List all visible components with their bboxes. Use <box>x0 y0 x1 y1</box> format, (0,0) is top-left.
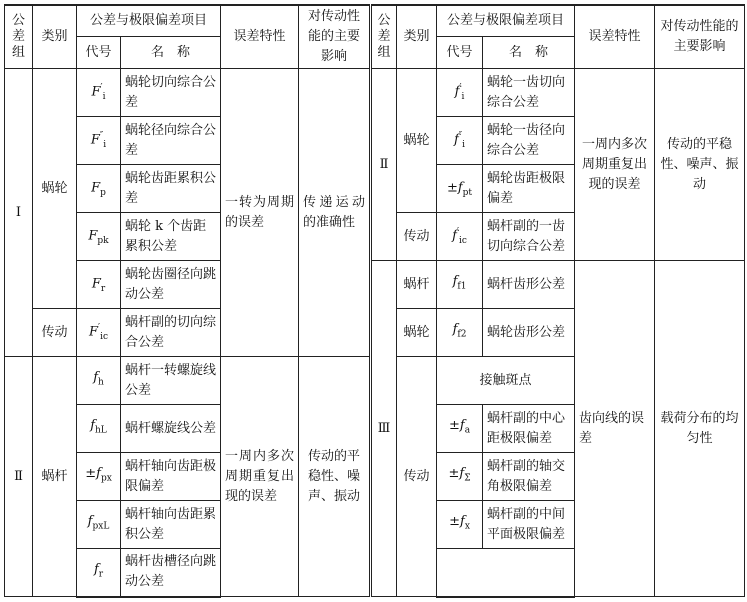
category-transmission-right: 传动 <box>397 213 437 261</box>
header-name: 名 称 <box>121 37 221 69</box>
table-row <box>5 69 745 117</box>
code-symbol: $f_{pxL}$ <box>77 501 121 549</box>
error-character-3-right: 齿向线的误差 <box>575 261 655 597</box>
group-label-2: Ⅱ <box>5 357 33 597</box>
influence-2-right: 传动的平稳性、噪声、振动 <box>655 69 745 261</box>
category-worm: 蜗杆 <box>33 357 77 597</box>
header-category-right: 类别 <box>397 5 437 69</box>
tolerance-name: 蜗轮切向综合公差 <box>121 69 221 117</box>
code-symbol: $\pm f_{pt}$ <box>437 165 483 213</box>
influence-2: 传动的平稳性、噪声、振动 <box>299 357 371 597</box>
header-row-1 <box>5 5 745 37</box>
code-symbol: $F''_i$ <box>77 117 121 165</box>
category-worm-right: 蜗杆 <box>397 261 437 309</box>
code-symbol: $\pm f_\Sigma$ <box>437 453 483 501</box>
code-symbol: $\pm f_a$ <box>437 405 483 453</box>
header-group-right: 公差组 <box>371 5 397 69</box>
tolerance-name: 蜗轮齿形公差 <box>483 309 575 357</box>
table-row <box>5 261 745 309</box>
header-name-right: 名 称 <box>483 37 575 69</box>
tolerance-name: 蜗杆一转螺旋线公差 <box>121 357 221 405</box>
code-symbol: $F_p$ <box>77 165 121 213</box>
category-worm-wheel-right-3: 蜗轮 <box>397 309 437 357</box>
tolerance-name: 蜗杆副的一齿切向综合公差 <box>483 213 575 261</box>
tolerance-name: 蜗轮齿距极限偏差 <box>483 165 575 213</box>
tolerance-name: 蜗轮一齿径向综合公差 <box>483 117 575 165</box>
header-items-title: 公差与极限偏差项目 <box>77 5 221 37</box>
category-transmission-right-3: 传动 <box>397 357 437 597</box>
tolerance-name: 蜗轮齿圈径向跳动公差 <box>121 261 221 309</box>
tolerance-name: 蜗杆齿形公差 <box>483 261 575 309</box>
category-transmission: 传动 <box>33 309 77 357</box>
tolerance-name: 蜗杆副的中间平面极限偏差 <box>483 501 575 549</box>
tolerance-name: 蜗杆轴向齿距极限偏差 <box>121 453 221 501</box>
group-label-2-right: Ⅱ <box>371 69 397 261</box>
tolerance-name: 蜗杆副的切向综合公差 <box>121 309 221 357</box>
header-category: 类别 <box>33 5 77 69</box>
tolerance-name: 蜗轮径向综合公差 <box>121 117 221 165</box>
code-symbol: $f_{f1}$ <box>437 261 483 309</box>
tolerance-name: 蜗轮齿距累积公差 <box>121 165 221 213</box>
header-error-character: 误差特性 <box>221 5 299 69</box>
code-symbol: $F'_{ic}$ <box>77 309 121 357</box>
error-character-1: 一转为周期的误差 <box>221 69 299 357</box>
tolerance-name: 蜗杆齿槽径向跳动公差 <box>121 549 221 597</box>
error-character-2: 一周内多次周期重复出现的误差 <box>221 357 299 597</box>
tolerance-name: 蜗轮 k 个齿距累积公差 <box>121 213 221 261</box>
error-character-2-right: 一周内多次周期重复出现的误差 <box>575 69 655 261</box>
header-code: 代号 <box>77 37 121 69</box>
code-symbol: $f'_{ic}$ <box>437 213 483 261</box>
code-symbol: $f_{hL}$ <box>77 405 121 453</box>
code-symbol: $F'_i$ <box>77 69 121 117</box>
code-symbol: $f_h$ <box>77 357 121 405</box>
header-group: 公差组 <box>5 5 33 69</box>
influence-3-right: 载荷分布的均匀性 <box>655 261 745 597</box>
tolerance-name: 蜗杆副的轴交角极限偏差 <box>483 453 575 501</box>
code-symbol: $f''_i$ <box>437 117 483 165</box>
tolerance-name: 蜗杆轴向齿距累积公差 <box>121 501 221 549</box>
code-symbol: $f_{f2}$ <box>437 309 483 357</box>
code-symbol: $F_{pk}$ <box>77 213 121 261</box>
code-symbol: $f_r$ <box>77 549 121 597</box>
header-code-right: 代号 <box>437 37 483 69</box>
header-error-character-right: 误差特性 <box>575 5 655 69</box>
tolerance-name: 蜗杆副的中心距极限偏差 <box>483 405 575 453</box>
group-label-1: Ⅰ <box>5 69 33 357</box>
category-worm-wheel-right: 蜗轮 <box>397 69 437 213</box>
code-symbol: $F_r$ <box>77 261 121 309</box>
header-influence-right: 对传动性能的主要影响 <box>655 5 745 69</box>
tolerance-name: 蜗轮一齿切向综合公差 <box>483 69 575 117</box>
influence-1: 传递运动的准确性 <box>299 69 371 357</box>
code-symbol: $\pm f_x$ <box>437 501 483 549</box>
tolerance-table <box>4 4 745 598</box>
empty-cell <box>437 549 575 597</box>
code-symbol: $f'_i$ <box>437 69 483 117</box>
code-symbol: $\pm f_{px}$ <box>77 453 121 501</box>
tolerance-name: 蜗杆螺旋线公差 <box>121 405 221 453</box>
contact-spot: 接触斑点 <box>437 357 575 405</box>
header-items-title-right: 公差与极限偏差项目 <box>437 5 575 37</box>
header-influence: 对传动性能的主要影响 <box>299 5 371 69</box>
category-worm-wheel: 蜗轮 <box>33 69 77 309</box>
group-label-3-right: Ⅲ <box>371 261 397 597</box>
